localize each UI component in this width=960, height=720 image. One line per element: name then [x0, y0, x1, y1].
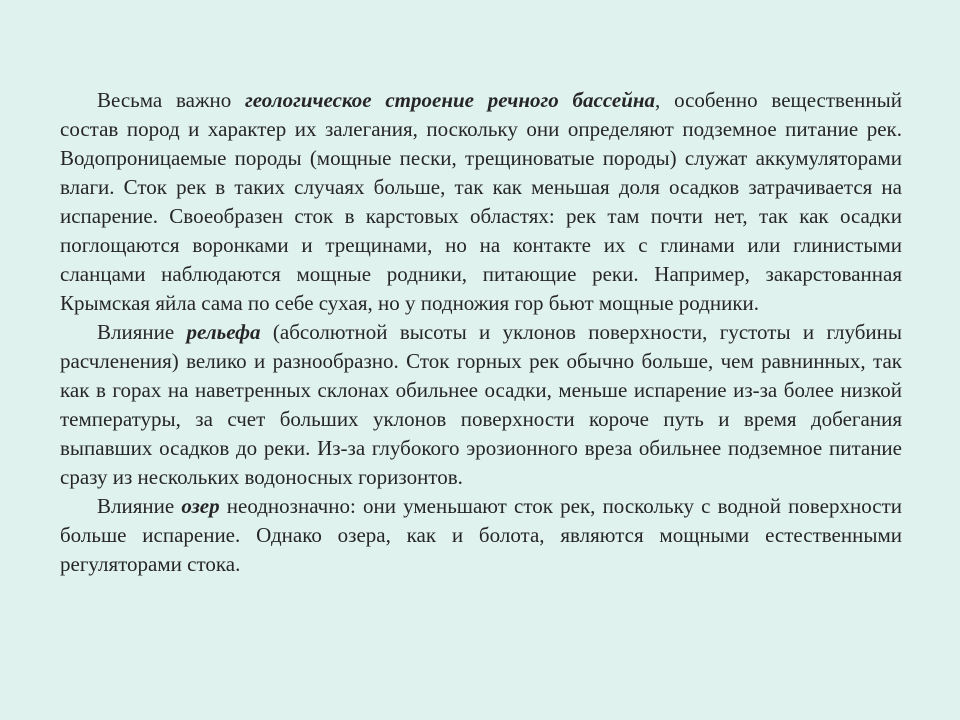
paragraph-lakes — [60, 492, 902, 579]
paragraph-lakes-body: неоднозначно: они уменьшают сток рек, поскольку с водной поверхности больше испарение. Однако озера, как и болота, являются мощными естественными регуляторами стока. — [60, 494, 902, 576]
paragraph-relief — [60, 318, 902, 492]
paragraph-geology-body: , особенно вещественный состав пород и характер их залегания, поскольку они определяют подземное питание рек. Водопроницаемые породы (мощные пески, трещиноватые породы) служат аккумуляторами влаги. Сток рек в таких случаях больше, так как меньшая доля осадков затрачивается на испарение. Своеобразен сток в карстовых областях: рек там почти нет, так как осадки поглощаются воронками и трещинами, но на контакте их с глинами или глинистыми сланцами наблюдаются мощные родники, питающие реки. Например, закарстованная Крымская яйла сама по себе сухая, но у подножия гор бьют мощные родники. — [60, 88, 902, 315]
paragraph-lakes-lead: Влияние — [97, 494, 182, 518]
paragraph-geology-lead: Весьма важно — [97, 88, 246, 112]
paragraph-relief-lead: Влияние — [97, 320, 187, 344]
paragraph-geology-emphasis: геологическое строение речного бассейна — [245, 88, 656, 112]
paragraph-relief-emphasis: рельефа — [186, 320, 261, 344]
paragraph-geology — [60, 86, 902, 318]
text-body — [60, 86, 902, 579]
paragraph-relief-body: (абсолютной высоты и уклонов поверхности, густоты и глубины расчленения) велико и разнообразно. Сток горных рек обычно больше, чем равнинных, так как в горах на наветренных склонах обильнее осадки, меньше испарение из-за более низкой температуры, за счет больших уклонов поверхности короче путь и время добегания выпавших осадков до реки. Из-за глубокого эрозионного вреза обильнее подземное питание сразу из нескольких водоносных горизонтов. — [60, 320, 903, 489]
paragraph-lakes-emphasis: озер — [181, 494, 220, 518]
